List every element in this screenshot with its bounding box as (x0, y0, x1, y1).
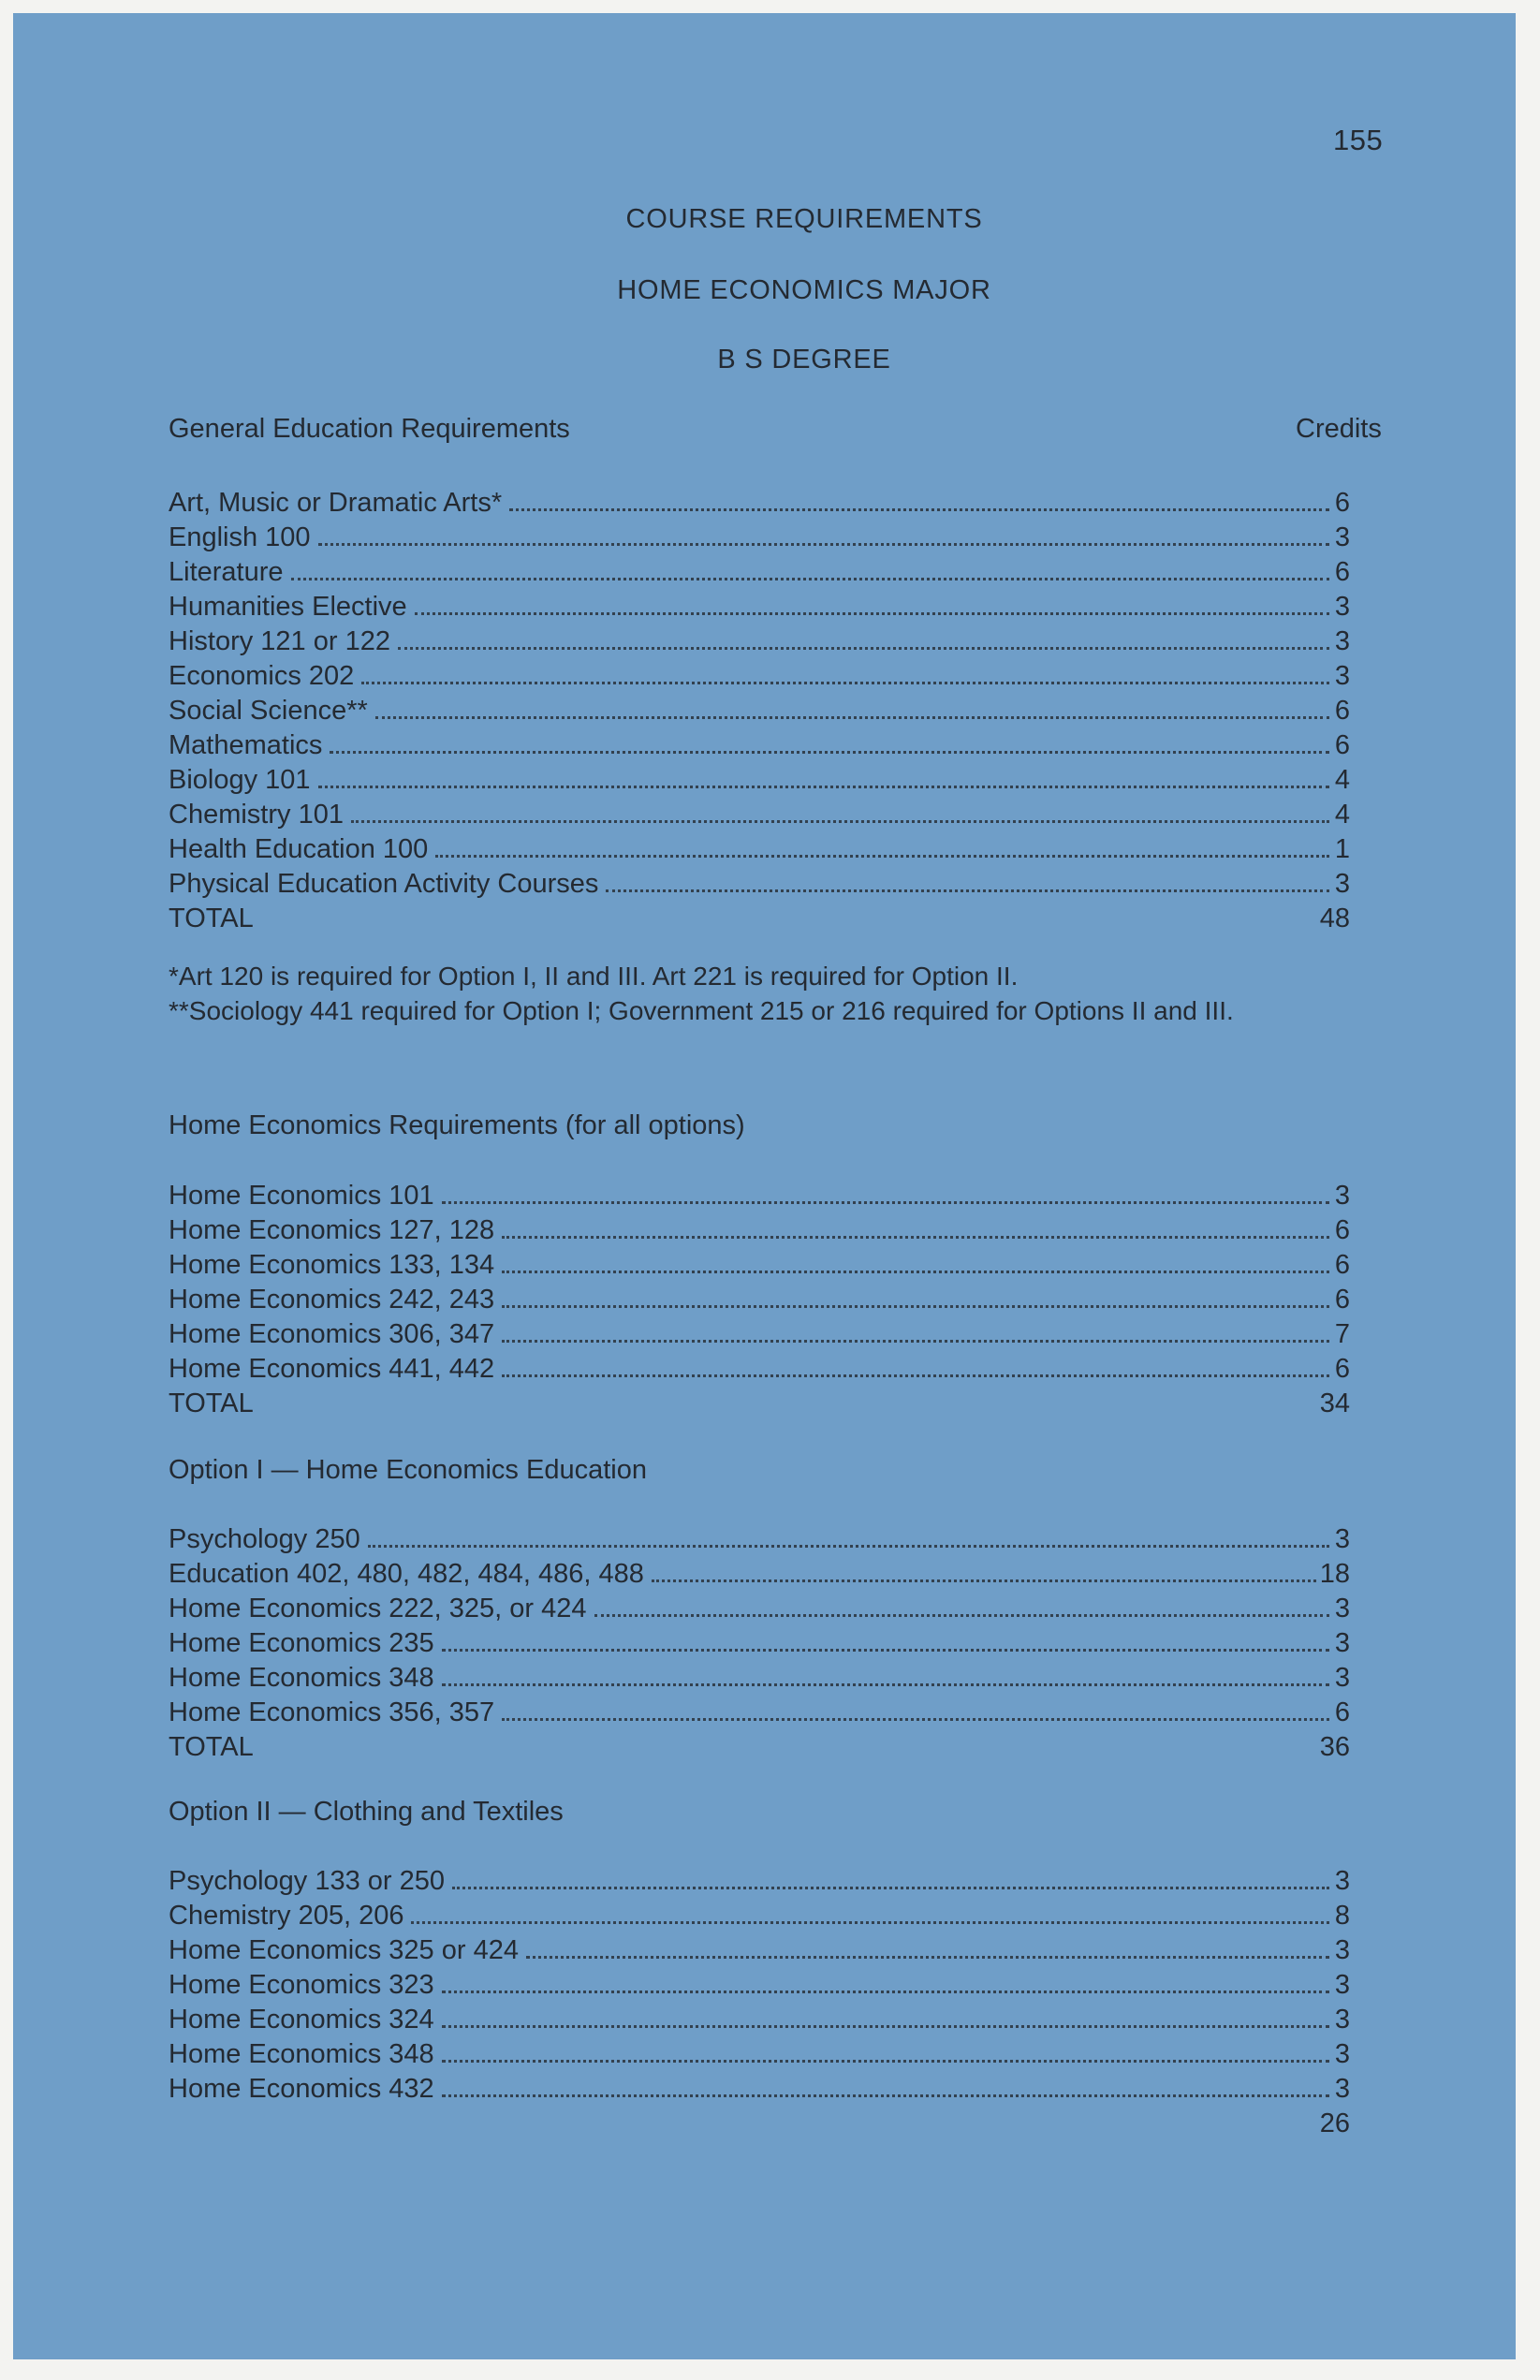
course-credits: 3 (1334, 661, 1350, 691)
list-item (169, 1696, 1350, 1730)
course-name: Home Economics 323 (169, 1970, 434, 2000)
course-credits: 6 (1334, 696, 1350, 726)
list-item (169, 1283, 1350, 1317)
leader-dots (502, 1235, 1329, 1239)
list-item (169, 867, 1350, 902)
leader-dots (368, 1544, 1329, 1548)
course-name: Art, Music or Dramatic Arts* (169, 488, 503, 518)
course-credits: 3 (1334, 1970, 1350, 2000)
course-credits: 3 (1334, 1935, 1350, 1965)
course-credits: 6 (1334, 557, 1350, 587)
home-economics-list (169, 1179, 1350, 1421)
course-name: History 121 or 122 (169, 626, 390, 656)
leader-dots (318, 542, 1329, 546)
option-2-title: Option II — Clothing and Textiles (169, 1797, 564, 1827)
list-item (169, 1899, 1350, 1933)
leader-dots (442, 2094, 1329, 2097)
course-credits: 3 (1334, 522, 1350, 552)
leader-dots (502, 1717, 1329, 1721)
course-credits: 6 (1334, 1354, 1350, 1384)
course-name: Home Economics 324 (169, 2005, 434, 2035)
course-credits: 4 (1334, 765, 1350, 795)
course-name: Home Economics 348 (169, 2039, 434, 2069)
course-name: Home Economics 235 (169, 1628, 434, 1658)
leader-dots (452, 1886, 1329, 1889)
course-name: Chemistry 205, 206 (169, 1901, 404, 1931)
course-credits: 6 (1334, 1697, 1350, 1727)
course-name: Social Science** (169, 696, 368, 726)
list-item (169, 1968, 1350, 2003)
list-item (169, 2003, 1350, 2037)
course-credits: 3 (1334, 1594, 1350, 1623)
total-credits: 34 (1319, 1388, 1350, 1418)
list-item (169, 1248, 1350, 1283)
total-credits: 26 (1319, 2108, 1350, 2138)
general-education-list (169, 486, 1350, 936)
course-credits: 3 (1334, 626, 1350, 656)
leader-dots (351, 819, 1329, 823)
leader-dots (606, 889, 1329, 892)
course-name: Home Economics 101 (169, 1181, 434, 1211)
total-credits: 48 (1319, 904, 1350, 933)
leader-dots (435, 854, 1329, 858)
leader-dots (411, 1920, 1329, 1924)
list-item (169, 763, 1350, 798)
leader-dots (502, 1374, 1329, 1377)
leader-dots (361, 681, 1329, 684)
list-item (169, 590, 1350, 624)
course-credits: 3 (1334, 2039, 1350, 2069)
leader-dots (398, 646, 1329, 650)
course-credits: 6 (1334, 488, 1350, 518)
course-credits: 6 (1334, 1250, 1350, 1280)
course-credits: 6 (1334, 730, 1350, 760)
footnote-art: *Art 120 is required for Option I, II and III. Art 221 is required for Option II. (169, 962, 1019, 991)
leader-dots (502, 1304, 1329, 1308)
course-credits: 3 (1334, 1663, 1350, 1693)
list-item (169, 1557, 1350, 1592)
course-credits: 3 (1334, 592, 1350, 622)
course-name: Home Economics 242, 243 (169, 1285, 495, 1315)
leader-dots (442, 2024, 1329, 2028)
list-item (169, 1661, 1350, 1696)
course-name: Physical Education Activity Courses (169, 869, 599, 899)
leader-dots (442, 1682, 1329, 1686)
course-name: Economics 202 (169, 661, 355, 691)
course-credits: 3 (1334, 2074, 1350, 2104)
leader-dots (318, 785, 1329, 788)
list-item (169, 1352, 1350, 1387)
total-label: TOTAL (169, 1388, 254, 1418)
course-credits: 3 (1334, 1524, 1350, 1554)
list-item (169, 1522, 1350, 1557)
course-name: Biology 101 (169, 765, 311, 795)
course-name: Mathematics (169, 730, 323, 760)
course-name: English 100 (169, 522, 311, 552)
course-name: Home Economics 356, 357 (169, 1697, 495, 1727)
course-name: Psychology 250 (169, 1524, 360, 1554)
leader-dots (291, 577, 1329, 580)
course-credits: 3 (1334, 1628, 1350, 1658)
list-item (169, 832, 1350, 867)
course-credits: 7 (1334, 1319, 1350, 1349)
total-credits: 36 (1319, 1732, 1350, 1762)
list-item (169, 1933, 1350, 1968)
leader-dots (330, 750, 1329, 754)
course-credits: 3 (1334, 869, 1350, 899)
total-row (169, 1387, 1350, 1421)
course-name: Home Economics 133, 134 (169, 1250, 495, 1280)
course-credits: 3 (1334, 1866, 1350, 1896)
leader-dots (509, 507, 1329, 511)
option-1-title: Option I — Home Economics Education (169, 1455, 647, 1485)
course-credits: 6 (1334, 1285, 1350, 1315)
leader-dots (502, 1339, 1329, 1343)
leader-dots (526, 1955, 1329, 1959)
course-credits: 8 (1334, 1901, 1350, 1931)
general-education-header: General Education Requirements (169, 414, 570, 444)
list-item (169, 624, 1350, 659)
leader-dots (502, 1270, 1329, 1273)
course-name: Literature (169, 557, 284, 587)
list-item (169, 798, 1350, 832)
total-label: TOTAL (169, 1732, 254, 1762)
list-item (169, 2072, 1350, 2107)
heading-degree: B S DEGREE (717, 345, 891, 375)
footnote-social-science: **Sociology 441 required for Option I; Government 215 or 216 required for Options II and III. (169, 996, 1234, 1025)
list-item (169, 694, 1350, 728)
home-economics-requirements-title: Home Economics Requirements (for all options) (169, 1110, 745, 1140)
course-credits: 1 (1334, 834, 1350, 864)
list-item (169, 1864, 1350, 1899)
leader-dots (442, 1648, 1329, 1652)
leader-dots (442, 1200, 1329, 1204)
list-item (169, 555, 1350, 590)
course-name: Home Economics 432 (169, 2074, 434, 2104)
course-credits: 18 (1319, 1559, 1350, 1589)
leader-dots (652, 1579, 1316, 1582)
course-name: Education 402, 480, 482, 484, 486, 488 (169, 1559, 644, 1589)
catalog-page (13, 13, 1516, 2359)
heading-major: HOME ECONOMICS MAJOR (617, 275, 991, 305)
course-name: Home Economics 348 (169, 1663, 434, 1693)
leader-dots (375, 715, 1329, 719)
total-row (169, 1730, 1350, 1765)
course-credits: 6 (1334, 1215, 1350, 1245)
list-item (169, 1179, 1350, 1213)
list-item (169, 1592, 1350, 1626)
course-name: Humanities Elective (169, 592, 407, 622)
total-row (169, 902, 1350, 936)
leader-dots (442, 1990, 1329, 1993)
course-name: Home Economics 325 or 424 (169, 1935, 519, 1965)
course-name: Home Economics 222, 325, or 424 (169, 1594, 587, 1623)
list-item (169, 1213, 1350, 1248)
total-label: TOTAL (169, 904, 254, 933)
total-row (169, 2107, 1350, 2141)
page-number: 155 (1333, 124, 1384, 156)
list-item (169, 659, 1350, 694)
list-item (169, 521, 1350, 555)
heading-course-requirements: COURSE REQUIREMENTS (625, 204, 983, 234)
list-item (169, 728, 1350, 763)
course-name: Home Economics 441, 442 (169, 1354, 495, 1384)
course-name: Health Education 100 (169, 834, 429, 864)
credits-header: Credits (1296, 414, 1382, 444)
course-credits: 4 (1334, 800, 1350, 830)
course-name: Psychology 133 or 250 (169, 1866, 446, 1896)
list-item (169, 486, 1350, 521)
course-credits: 3 (1334, 2005, 1350, 2035)
option-2-list (169, 1864, 1350, 2141)
course-name: Home Economics 306, 347 (169, 1319, 495, 1349)
leader-dots (594, 1613, 1329, 1617)
course-name: Chemistry 101 (169, 800, 344, 830)
footnotes (169, 959, 1414, 1028)
course-credits: 3 (1334, 1181, 1350, 1211)
list-item (169, 1626, 1350, 1661)
option-1-list (169, 1522, 1350, 1765)
list-item (169, 2037, 1350, 2072)
list-item (169, 1317, 1350, 1352)
leader-dots (442, 2059, 1329, 2063)
course-name: Home Economics 127, 128 (169, 1215, 495, 1245)
leader-dots (415, 611, 1329, 615)
